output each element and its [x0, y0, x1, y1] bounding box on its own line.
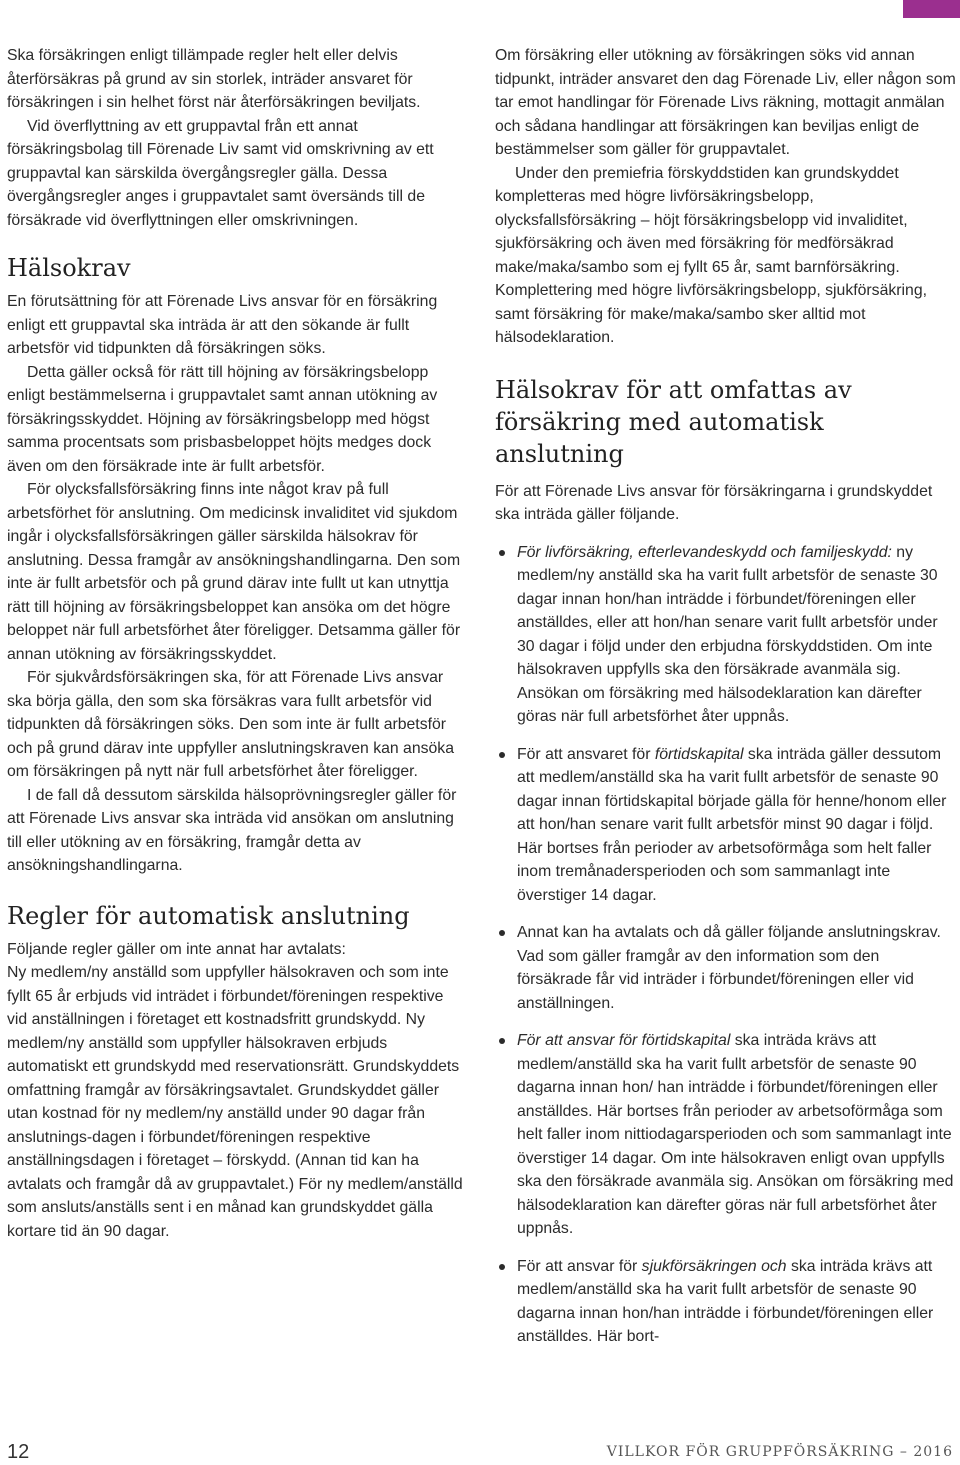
- paragraph: För att Förenade Livs ansvar för försäkringarna i grundskyddet ska inträda gäller följande.: [495, 482, 933, 523]
- paragraph: Ny medlem/ny anställd som uppfyller hälsokraven och som inte fyllt 65 år erbjuds vid inträdet i förbundet/föreningen respektive vid anställningen i företaget ett kostnadsfritt grundskydd. Ny medlem/ny anställd som uppfyller hälsokraven erbjuds automatiskt ett grundskydd med reservationsrätt. Grundskyddets omfattning framgår av försäkringsavtalet. Grundskyddet gäller utan kostnad för ny medlem/ny anställd under 90 dagar från anslutnings-dagen i förbundet/föreningen respektive anställningsdagen i företaget – förskydd. (Annan tid kan ha avtalats och framgår då av gruppavtalet.) För ny medlem/anställd som ansluts/anställs sent i en månad kan grundskyddet gälla kortare tid än 90 dagar.: [7, 964, 463, 1240]
- bullet-icon: [499, 752, 505, 758]
- bullet-icon: [499, 1264, 505, 1270]
- page-number: 12: [7, 1441, 30, 1463]
- bullet-icon: [499, 1038, 505, 1044]
- accent-bar: [903, 0, 960, 18]
- requirements-list: [495, 541, 957, 1349]
- bullet-icon: [499, 550, 505, 556]
- bullet-icon: [499, 930, 505, 936]
- list-item: För livförsäkring, efterlevandeskydd och familjeskydd: ny medlem/ny anställd ska ha varit fullt arbetsför de senaste 30 dagar innan hon/han inträdde i förbundet/föreningen eller anställdes, eller att hon/han senare varit fullt arbetsför under 30 dagar i följd under den erbjudna förskyddstiden. Om inte hälsokraven uppfylls ska den försäkrade avanmäla sig. Ansökan om försäkring med hälsodeklaration kan därefter göras när full arbetsförhet åter uppnås.: [495, 541, 957, 729]
- list-item: För att ansvar för förtidskapital ska inträda krävs att medlem/anställd ska ha varit fullt arbetsför de senaste 90 dagarna innan hon/ han inträdde i förbundet/föreningen eller anställdes. Här bortses från perioder av arbetsoförmåga som helt faller inom nittiodagarsperioden och som sammanlagt inte överstiger 14 dagar. Om inte hälsokraven enligt ovan uppfylls ska den försäkrade avanmäla sig. Ansökan om försäkring med hälsodeklaration kan därefter göras när full arbetsförhet åter uppnås.: [495, 1029, 957, 1241]
- section-heading-halsokrav: Hälsokrav: [7, 254, 131, 282]
- paragraph: För olycksfallsförsäkring finns inte något krav på full arbetsförhet för anslutning. Om medicinsk invaliditet vid sjukdom ingår i olycksfallsförsäkringen gäller särskilda hälsokrav för anslutning. Dessa framgår av ansökningshandlingarna. Den som inte är fullt arbetsför och på grund därav inte fullt ut kan utnyttja rätt till höjning av försäkringsbeloppet kan ansöka om det högre beloppet när full arbetsförhet åter föreligger. Detsamma gäller för annan utökning av försäkringsskyddet.: [7, 481, 461, 663]
- paragraph: Om försäkring eller utökning av försäkringen söks vid annan tidpunkt, inträder ansvaret den dag Förenade Liv, eller någon som tar emot handlingar för Förenade Livs räkning, mottagit anmälan och sådana handlingar att försäkringen kan beviljas enligt de bestämmelser som gäller för gruppavtalet.: [495, 47, 956, 158]
- paragraph: I de fall då dessutom särskilda hälsoprövningsregler gäller för att Förenade Livs ansvar ska inträda vid ansökan om anslutning till eller utökning av en försäkring, framgår detta av ansökningshandlingarna.: [7, 786, 457, 874]
- footer-title: VILLKOR FÖR GRUPPFÖRSÄKRING – 2016: [606, 1444, 953, 1460]
- left-column: [7, 44, 467, 1243]
- paragraph: Under den premiefria förskyddstiden kan grundskyddet kompletteras med högre livförsäkringsbelopp, olycksfallsförsäkring – höjt försäkringsbelopp vid invaliditet, sjukförsäkring och även med försäkring för medförsäkrad make/maka/sambo som ej fyllt 65 år, samt barnförsäkring. Komplettering med högre livförsäkringsbelopp, sjukförsäkring, samt försäkring för make/maka/sambo sker alltid mot hälsodeklaration.: [495, 164, 927, 346]
- list-item: För att ansvaret för förtidskapital ska inträda gäller dessutom att medlem/anställd ska ha varit fullt arbetsför de senaste 90 dagar innan förtidskapital började gälla för henne/honom eller att hon/han senare varit fullt arbetsför minst 90 dagar i följd. Här bortses från perioder av arbetsoförmåga som helt faller inom tremånadersperioden och som sammanlagt inte överstiger 14 dagar.: [495, 743, 957, 908]
- list-item: För att ansvar för sjukförsäkringen och ska inträda krävs att medlem/anställd ska ha varit fullt arbetsför de senaste 90 dagarna innan hon/han inträdde i förbundet/föreningen eller anställdes. Här bort-: [495, 1255, 957, 1349]
- paragraph: Ska försäkringen enligt tillämpade regler helt eller delvis återförsäkras på grund av sin storlek, inträder ansvaret för försäkringen i sin helhet först när återförsäkringen beviljats.: [7, 47, 421, 111]
- section-heading-regler: Regler för automatisk anslutning: [7, 901, 410, 930]
- paragraph: För sjukvårdsförsäkringen ska, för att Förenade Livs ansvar ska börja gälla, den som ska försäkras vara fullt arbetsför vid tidpunkten då försäkringen söks. Den som inte är fullt arbetsför och på grund därav inte uppfyller anslutningskraven kan ansöka om försäkringen på nytt när full arbetsförhet åter föreligger.: [7, 669, 454, 780]
- paragraph: En förutsättning för att Förenade Livs ansvar för en försäkring enligt ett gruppavtal ska inträda är att den sökande är fullt arbetsför vid tidpunkten då försäkringen söks.: [7, 293, 438, 357]
- list-item: Annat kan ha avtalats och då gäller följande anslutningskrav. Vad som gäller framgår av den information som den försäkrade får vid inträder i förbundet/föreningen eller vid anställningen.: [495, 921, 957, 1015]
- paragraph: Vid överflyttning av ett gruppavtal från ett annat försäkringsbolag till Förenade Liv samt vid omskrivning av ett gruppavtal kan särskilda övergångsregler gälla. Dessa övergångsregler anges i gruppavtalet samt översänds till de försäkrade vid överflyttningen eller omskrivningen.: [7, 117, 434, 229]
- paragraph: Följande regler gäller om inte annat har avtalats:: [7, 940, 346, 958]
- right-column: [495, 44, 957, 1363]
- section-heading-automatisk: Hälsokrav för att omfattas av försäkring med automatisk anslutning: [495, 375, 852, 468]
- paragraph: Detta gäller också för rätt till höjning av försäkringsbelopp enligt bestämmelserna i gruppavtalet samt annan utökning av försäkringsskyddet. Höjning av försäkringsbelopp med högst samma procentsats som prisbasbeloppet höjts medges dock även om den försäkrade inte är fullt arbetsför.: [7, 363, 438, 475]
